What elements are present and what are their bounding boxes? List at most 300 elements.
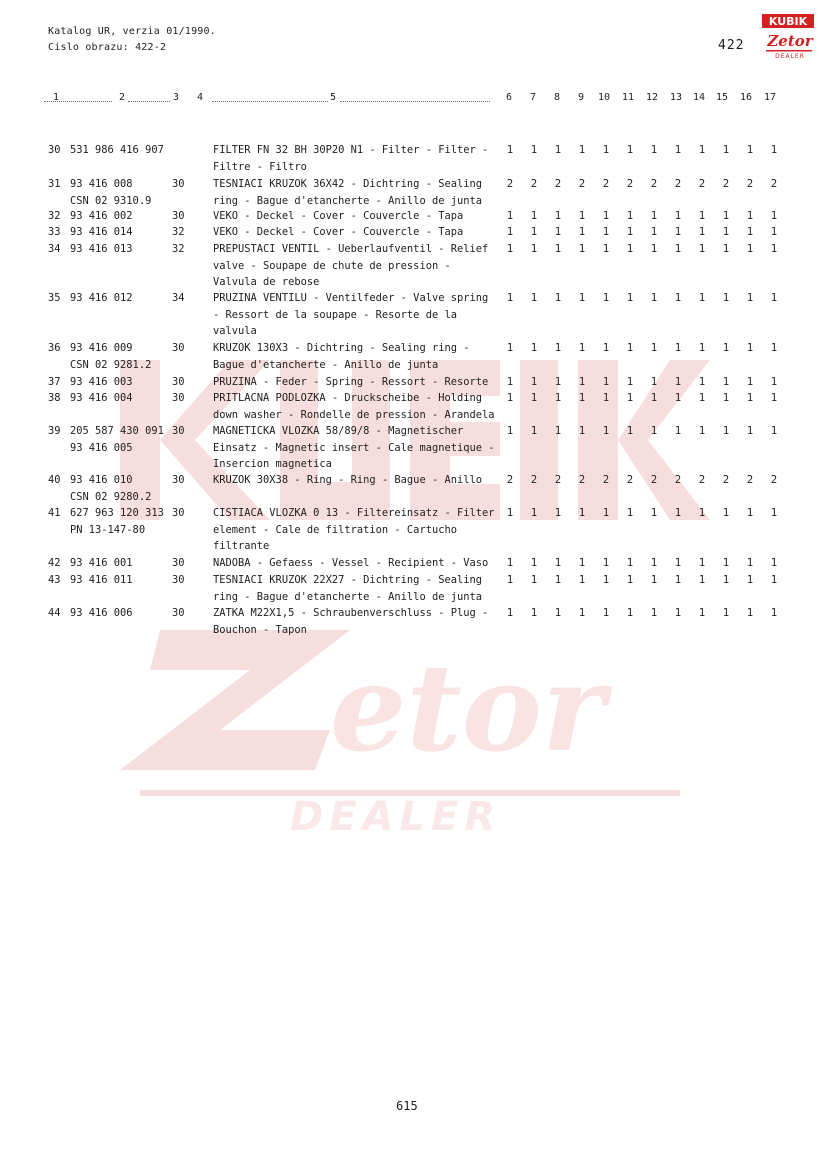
item-number: 32: [48, 210, 61, 222]
part-number: [70, 555, 133, 572]
reference-number: 30: [172, 376, 185, 388]
quantity-cell: 1: [674, 607, 682, 619]
reference-number: 30: [172, 507, 185, 519]
part-number-line: 93 416 012: [70, 292, 133, 304]
quantity-cell: 1: [674, 425, 682, 437]
description-line: Einsatz - Magnetic insert - Cale magnetique -: [213, 441, 495, 454]
quantity-cell: 1: [650, 376, 658, 388]
quantity-cell: 1: [506, 144, 514, 156]
quantity-cell: 1: [722, 376, 730, 388]
quantity-cell: 1: [698, 292, 706, 304]
col-head-17: 17: [764, 92, 777, 103]
reference-number: 30: [172, 178, 185, 190]
col-head-16: 16: [740, 92, 753, 103]
quantity-cell: 1: [626, 574, 634, 586]
figure-number: Cislo obrazu: 422-2: [48, 42, 167, 53]
quantity-cell: 1: [746, 557, 754, 569]
part-description: [213, 241, 493, 291]
quantity-cell: 1: [626, 144, 634, 156]
quantity-cell: 1: [674, 376, 682, 388]
quantity-cell: 1: [698, 557, 706, 569]
quantity-cell: 1: [602, 342, 610, 354]
col-head-3: 3: [173, 92, 180, 103]
col-head-14: 14: [693, 92, 706, 103]
quantity-cell: 2: [578, 178, 586, 190]
quantity-cell: 1: [722, 392, 730, 404]
svg-text:DEALER: DEALER: [290, 794, 502, 840]
quantity-cell: 1: [626, 557, 634, 569]
quantity-cell: 1: [650, 557, 658, 569]
quantity-cell: 1: [506, 392, 514, 404]
part-number-line: 93 416 001: [70, 557, 133, 569]
quantity-cell: 2: [530, 474, 538, 486]
quantity-cell: 1: [506, 226, 514, 238]
catalog-version: Katalog UR, verzia 01/1990.: [48, 26, 216, 37]
item-number: 33: [48, 226, 61, 238]
quantity-cell: 2: [554, 178, 562, 190]
part-number-line: PN 13-147-80: [70, 523, 146, 536]
quantity-cell: 1: [626, 210, 634, 222]
quantity-cell: 2: [626, 178, 634, 190]
quantity-cell: 2: [770, 474, 778, 486]
part-number: [70, 340, 151, 373]
quantity-cell: 1: [674, 226, 682, 238]
part-description: [213, 605, 493, 638]
reference-number: 30: [172, 474, 185, 486]
quantity-cell: 1: [722, 607, 730, 619]
quantity-cell: 2: [722, 474, 730, 486]
description-line: Bague d'etancherte - Anillo de junta: [213, 358, 439, 371]
quantity-cell: 1: [626, 292, 634, 304]
quantity-cell: 2: [506, 178, 514, 190]
quantity-cell: 1: [674, 557, 682, 569]
part-description: [213, 423, 493, 473]
quantity-cell: 1: [746, 342, 754, 354]
quantity-cell: 1: [650, 425, 658, 437]
quantity-cell: 1: [506, 243, 514, 255]
quantity-cell: 1: [506, 425, 514, 437]
quantity-cell: 1: [530, 507, 538, 519]
part-number-line: 93 416 010: [70, 474, 133, 486]
quantity-cell: 1: [650, 607, 658, 619]
quantity-cell: 2: [530, 178, 538, 190]
part-description: [213, 142, 493, 175]
description-line: ring - Bague d'etancherte - Anillo de junta: [213, 194, 482, 207]
quantity-cell: 1: [698, 210, 706, 222]
quantity-cell: 1: [626, 342, 634, 354]
part-number: [70, 390, 133, 407]
quantity-cell: 1: [530, 144, 538, 156]
part-description: [213, 290, 493, 340]
quantity-cell: 1: [578, 342, 586, 354]
quantity-cell: 1: [698, 392, 706, 404]
quantity-cell: 1: [770, 425, 778, 437]
quantity-cell: 1: [722, 557, 730, 569]
quantity-cell: 1: [698, 607, 706, 619]
item-number: 38: [48, 392, 61, 404]
quantity-cell: 1: [578, 292, 586, 304]
quantity-cell: 1: [698, 425, 706, 437]
quantity-cell: 1: [650, 144, 658, 156]
quantity-cell: 1: [770, 392, 778, 404]
part-number-line: 531 986 416 907: [70, 144, 164, 156]
part-number-line: 93 416 014: [70, 226, 133, 238]
quantity-cell: 1: [770, 342, 778, 354]
part-number: [70, 572, 133, 589]
quantity-cell: 1: [698, 342, 706, 354]
quantity-cell: 1: [554, 507, 562, 519]
quantity-cell: 1: [650, 574, 658, 586]
part-number-line: CSN 02 9281.2: [70, 358, 152, 371]
quantity-cell: 2: [650, 474, 658, 486]
reference-number: 30: [172, 607, 185, 619]
quantity-cell: 1: [746, 144, 754, 156]
quantity-cell: 1: [722, 425, 730, 437]
quantity-cell: 2: [602, 474, 610, 486]
reference-number: 30: [172, 574, 185, 586]
quantity-cell: 1: [506, 292, 514, 304]
description-line: valve - Soupape de chute de pression -: [213, 259, 451, 272]
item-number: 37: [48, 376, 61, 388]
quantity-cell: 1: [722, 342, 730, 354]
item-number: 40: [48, 474, 61, 486]
description-line: ring - Bague d'etancherte - Anillo de junta: [213, 590, 482, 603]
part-number-line: 93 416 003: [70, 376, 133, 388]
quantity-cell: 1: [770, 144, 778, 156]
quantity-cell: 1: [722, 507, 730, 519]
quantity-cell: 1: [746, 226, 754, 238]
col-head-12: 12: [646, 92, 659, 103]
quantity-cell: 1: [554, 226, 562, 238]
description-line: PRUZINA - Feder - Spring - Ressort - Resorte: [213, 376, 489, 388]
part-number-line: 93 416 002: [70, 210, 133, 222]
quantity-cell: 1: [650, 226, 658, 238]
quantity-cell: 1: [770, 376, 778, 388]
quantity-cell: 1: [578, 607, 586, 619]
description-line: VEKO - Deckel - Cover - Couvercle - Tapa: [213, 210, 464, 222]
reference-number: 30: [172, 557, 185, 569]
quantity-cell: 2: [602, 178, 610, 190]
quantity-cell: 2: [746, 474, 754, 486]
quantity-cell: 2: [770, 178, 778, 190]
part-number-line: 93 416 004: [70, 392, 133, 404]
quantity-cell: 1: [626, 243, 634, 255]
description-line: PRITLACNA PODLOZKA - Druckscheibe - Holding: [213, 392, 482, 404]
quantity-cell: 1: [554, 574, 562, 586]
col-head-13: 13: [670, 92, 683, 103]
reference-number: 30: [172, 210, 185, 222]
quantity-cell: 1: [626, 226, 634, 238]
quantity-cell: 1: [626, 507, 634, 519]
description-line: Bouchon - Tapon: [213, 623, 307, 636]
part-number-line: 93 416 011: [70, 574, 133, 586]
description-line: - Ressort de la soupape - Resorte de la: [213, 308, 457, 321]
description-line: TESNIACI KRUZOK 22X27 - Dichtring - Sealing: [213, 574, 482, 586]
quantity-cell: 1: [698, 574, 706, 586]
quantity-cell: 1: [530, 376, 538, 388]
quantity-cell: 1: [554, 342, 562, 354]
quantity-cell: 1: [746, 292, 754, 304]
reference-number: 32: [172, 226, 185, 238]
column-divider: [340, 101, 490, 102]
quantity-cell: 1: [578, 574, 586, 586]
quantity-cell: 2: [554, 474, 562, 486]
quantity-cell: 2: [746, 178, 754, 190]
col-head-15: 15: [716, 92, 729, 103]
page-code: 422: [718, 38, 745, 53]
quantity-cell: 1: [602, 557, 610, 569]
item-number: 43: [48, 574, 61, 586]
part-description: [213, 224, 493, 241]
col-head-4: 4: [197, 92, 204, 103]
quantity-cell: 1: [602, 144, 610, 156]
part-description: [213, 176, 493, 209]
item-number: 30: [48, 144, 61, 156]
part-number-line: CSN 02 9310.9: [70, 194, 152, 207]
quantity-cell: 1: [650, 292, 658, 304]
quantity-cell: 1: [650, 392, 658, 404]
quantity-cell: 2: [506, 474, 514, 486]
quantity-cell: 1: [650, 210, 658, 222]
svg-text:DEALER: DEALER: [775, 53, 805, 60]
part-description: [213, 472, 493, 489]
description-line: KRUZOK 30X38 - Ring - Ring - Bague - Anillo: [213, 474, 482, 486]
part-number: [70, 374, 133, 391]
item-number: 34: [48, 243, 61, 255]
quantity-cell: 1: [746, 210, 754, 222]
quantity-cell: 1: [506, 557, 514, 569]
quantity-cell: 1: [578, 144, 586, 156]
description-line: Insercion magnetica: [213, 458, 332, 470]
quantity-cell: 1: [626, 376, 634, 388]
quantity-cell: 1: [602, 292, 610, 304]
col-head-10: 10: [598, 92, 611, 103]
item-number: 42: [48, 557, 61, 569]
quantity-cell: 1: [746, 243, 754, 255]
part-number-line: 93 416 005: [70, 441, 133, 454]
description-line: CISTIACA VLOZKA 0 13 - Filtereinsatz - Filter: [213, 507, 495, 519]
item-number: 36: [48, 342, 61, 354]
quantity-cell: 1: [554, 607, 562, 619]
quantity-cell: 1: [602, 425, 610, 437]
quantity-cell: 1: [722, 574, 730, 586]
description-line: VEKO - Deckel - Cover - Couvercle - Tapa: [213, 226, 464, 238]
quantity-cell: 1: [698, 243, 706, 255]
quantity-cell: 1: [554, 144, 562, 156]
quantity-cell: 1: [530, 292, 538, 304]
quantity-cell: 1: [530, 226, 538, 238]
quantity-cell: 1: [626, 425, 634, 437]
quantity-cell: 2: [722, 178, 730, 190]
part-number: [70, 290, 133, 307]
part-number-line: 93 416 013: [70, 243, 133, 255]
column-divider: [44, 101, 112, 102]
quantity-cell: 1: [770, 574, 778, 586]
part-number-line: CSN 02 9280.2: [70, 490, 152, 503]
part-number: [70, 241, 133, 258]
quantity-cell: 1: [506, 342, 514, 354]
quantity-cell: 1: [650, 342, 658, 354]
quantity-cell: 1: [530, 243, 538, 255]
quantity-cell: 1: [554, 243, 562, 255]
column-divider: [212, 101, 328, 102]
quantity-cell: 1: [722, 226, 730, 238]
kubik-zetor-logo: [760, 12, 816, 60]
part-description: [213, 208, 493, 225]
col-head-2: 2: [119, 92, 126, 103]
quantity-cell: 1: [722, 292, 730, 304]
quantity-cell: 1: [602, 607, 610, 619]
svg-text:etor: etor: [330, 638, 606, 779]
page-number: 615: [396, 1099, 418, 1113]
part-number-line: 627 963 120 313: [70, 507, 164, 519]
quantity-cell: 1: [746, 574, 754, 586]
quantity-cell: 1: [530, 342, 538, 354]
quantity-cell: 2: [674, 178, 682, 190]
quantity-cell: 1: [746, 425, 754, 437]
quantity-cell: 1: [530, 425, 538, 437]
quantity-cell: 1: [530, 392, 538, 404]
description-line: FILTER FN 32 BH 30P20 N1 - Filter - Filter -: [213, 144, 489, 156]
col-head-6: 6: [506, 92, 513, 103]
part-number: [70, 176, 151, 209]
description-line: NADOBA - Gefaess - Vessel - Recipient - Vaso: [213, 557, 489, 569]
quantity-cell: 1: [698, 376, 706, 388]
quantity-cell: 1: [506, 376, 514, 388]
part-number: [70, 224, 133, 241]
svg-text:KUBIK: KUBIK: [768, 15, 808, 28]
quantity-cell: 1: [578, 243, 586, 255]
description-line: Valvula de rebose: [213, 276, 320, 288]
quantity-cell: 1: [578, 507, 586, 519]
quantity-cell: 1: [554, 292, 562, 304]
quantity-cell: 1: [674, 210, 682, 222]
description-line: Filtre - Filtro: [213, 160, 307, 173]
quantity-cell: 1: [602, 376, 610, 388]
quantity-cell: 1: [506, 210, 514, 222]
quantity-cell: 1: [602, 226, 610, 238]
part-description: [213, 390, 493, 423]
reference-number: 30: [172, 392, 185, 404]
quantity-cell: 1: [626, 607, 634, 619]
description-line: PREPUSTACI VENTIL - Ueberlaufventil - Relief: [213, 243, 489, 255]
quantity-cell: 1: [674, 507, 682, 519]
quantity-cell: 1: [746, 507, 754, 519]
quantity-cell: 1: [602, 507, 610, 519]
part-number: [70, 208, 133, 225]
col-head-11: 11: [622, 92, 635, 103]
quantity-cell: 2: [698, 474, 706, 486]
quantity-cell: 1: [674, 392, 682, 404]
description-line: down washer - Rondelle de pression - Arandela: [213, 408, 495, 421]
item-number: 44: [48, 607, 61, 619]
quantity-cell: 1: [578, 557, 586, 569]
quantity-cell: 1: [770, 557, 778, 569]
quantity-cell: 1: [722, 210, 730, 222]
quantity-cell: 1: [602, 574, 610, 586]
description-line: KRUZOK 130X3 - Dichtring - Sealing ring -: [213, 342, 470, 354]
quantity-cell: 1: [698, 226, 706, 238]
part-description: [213, 505, 493, 555]
col-head-1: 1: [53, 92, 60, 103]
quantity-cell: 1: [578, 425, 586, 437]
part-number: [70, 505, 164, 538]
part-number-line: 93 416 006: [70, 607, 133, 619]
item-number: 31: [48, 178, 61, 190]
quantity-cell: 1: [530, 574, 538, 586]
description-line: element - Cale de filtration - Cartucho: [213, 523, 457, 536]
quantity-cell: 1: [506, 507, 514, 519]
quantity-cell: 1: [722, 144, 730, 156]
quantity-cell: 1: [770, 507, 778, 519]
part-number: [70, 472, 151, 505]
quantity-cell: 1: [650, 507, 658, 519]
part-number: [70, 605, 133, 622]
item-number: 41: [48, 507, 61, 519]
quantity-cell: 1: [506, 574, 514, 586]
quantity-cell: 1: [770, 210, 778, 222]
quantity-cell: 1: [698, 144, 706, 156]
description-line: TESNIACI KRUZOK 36X42 - Dichtring - Sealing: [213, 178, 482, 190]
part-description: [213, 572, 493, 605]
quantity-cell: 1: [698, 507, 706, 519]
col-head-7: 7: [530, 92, 537, 103]
reference-number: 32: [172, 243, 185, 255]
quantity-cell: 2: [698, 178, 706, 190]
quantity-cell: 2: [674, 474, 682, 486]
quantity-cell: 1: [578, 210, 586, 222]
quantity-cell: 1: [674, 243, 682, 255]
quantity-cell: 1: [506, 607, 514, 619]
description-line: ZATKA M22X1,5 - Schraubenverschluss - Plug -: [213, 607, 489, 619]
part-number-line: 205 587 430 091: [70, 425, 164, 437]
quantity-cell: 1: [674, 144, 682, 156]
quantity-cell: 1: [530, 557, 538, 569]
quantity-cell: 2: [650, 178, 658, 190]
col-head-5: 5: [330, 92, 337, 103]
reference-number: 30: [172, 342, 185, 354]
quantity-cell: 1: [770, 292, 778, 304]
quantity-cell: 1: [674, 574, 682, 586]
svg-text:Zetor: Zetor: [767, 32, 813, 50]
quantity-cell: 1: [554, 376, 562, 388]
description-line: MAGNETICKA VLOZKA 58/89/8 - Magnetischer: [213, 425, 464, 437]
quantity-cell: 1: [578, 392, 586, 404]
quantity-cell: 1: [626, 392, 634, 404]
quantity-cell: 1: [578, 226, 586, 238]
quantity-cell: 1: [578, 376, 586, 388]
quantity-cell: 1: [530, 210, 538, 222]
part-number: [70, 142, 164, 159]
part-number-line: 93 416 009: [70, 342, 133, 354]
reference-number: 34: [172, 292, 185, 304]
quantity-cell: 1: [554, 210, 562, 222]
quantity-cell: 1: [674, 292, 682, 304]
part-number-line: 93 416 008: [70, 178, 133, 190]
quantity-cell: 1: [746, 392, 754, 404]
quantity-cell: 1: [602, 210, 610, 222]
quantity-cell: 1: [746, 607, 754, 619]
quantity-cell: 1: [602, 392, 610, 404]
quantity-cell: 1: [554, 425, 562, 437]
quantity-cell: 1: [530, 607, 538, 619]
item-number: 39: [48, 425, 61, 437]
quantity-cell: 1: [770, 243, 778, 255]
part-description: [213, 340, 493, 373]
description-line: PRUZINA VENTILU - Ventilfeder - Valve spring: [213, 292, 489, 304]
part-number: [70, 423, 164, 456]
description-line: filtrante: [213, 540, 270, 552]
